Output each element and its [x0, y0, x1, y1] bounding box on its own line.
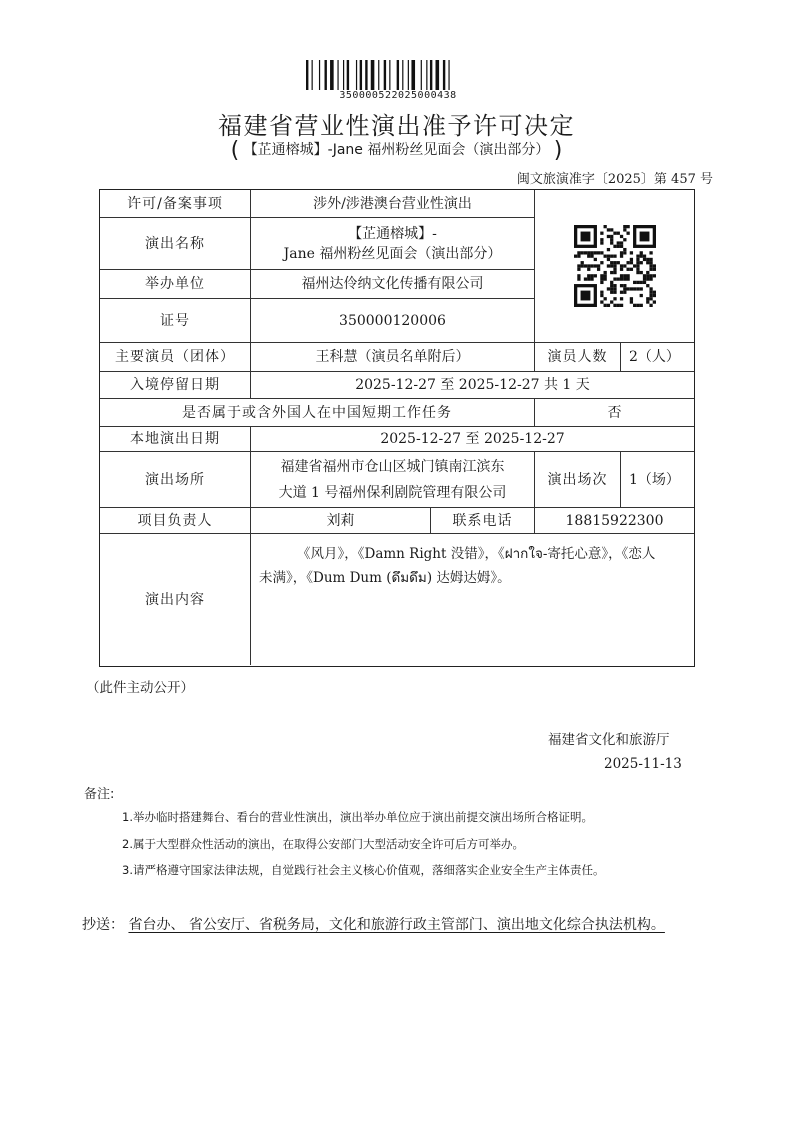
- qr-module: [623, 284, 626, 287]
- qr-module: [639, 232, 649, 242]
- qr-module: [606, 258, 609, 261]
- qr-module: [636, 264, 639, 267]
- qr-module: [587, 255, 590, 258]
- qr-module: [639, 271, 642, 274]
- venue-line1: 福建省福州市仓山区城门镇南江滨东: [280, 458, 505, 475]
- note-item-3: 3.请严格遵守国家法律法规，自觉践行社会主义核心价值观，落细落实企业安全生产主体责任。: [122, 863, 605, 877]
- cc-list: 省台办、 省公安厅、省税务局，文化和旅游行政主管部门、演出地文化综合执法机构。: [128, 917, 665, 933]
- qr-module: [610, 228, 613, 231]
- qr-module: [610, 238, 613, 241]
- notes-title: 备注:: [84, 787, 115, 802]
- barcode-bar: [378, 60, 379, 90]
- barcode-bar: [448, 60, 449, 90]
- barcode-bar: [411, 60, 415, 90]
- qr-module: [587, 268, 590, 271]
- qr-module: [590, 274, 593, 277]
- subtitle-paren-close: ): [553, 138, 563, 163]
- qr-module: [633, 264, 636, 267]
- qr-module: [593, 264, 596, 267]
- barcode-bar: [430, 60, 432, 90]
- qr-module: [603, 271, 606, 274]
- qr-module: [590, 255, 593, 258]
- barcode-bar: [426, 60, 427, 90]
- stay-value: 2025-12-27 至 2025-12-27 共 1 天: [251, 372, 694, 399]
- document-subtitle: [0, 138, 793, 163]
- qr-module: [616, 232, 619, 235]
- qr-module: [606, 304, 609, 307]
- barcode-bar: [402, 60, 403, 90]
- qr-module: [652, 274, 655, 277]
- qr-module: [606, 248, 609, 251]
- qr-module: [613, 245, 616, 248]
- cert-value: 350000120006: [251, 299, 535, 343]
- qr-module: [623, 228, 626, 231]
- qr-module: [636, 271, 639, 274]
- qr-module: [616, 241, 619, 244]
- qr-module: [639, 294, 642, 297]
- qr-module: [629, 251, 632, 254]
- qr-module: [636, 287, 639, 290]
- qr-module: [606, 287, 609, 290]
- qr-module: [610, 255, 613, 258]
- qr-module: [587, 277, 590, 280]
- content-line2: 未满》，《Dum Dum (ดึมดึม) 达姆达姆》。: [259, 570, 511, 586]
- qr-module: [610, 264, 613, 267]
- qr-module: [619, 241, 622, 244]
- qr-module: [619, 297, 622, 300]
- cc-label: 抄送：: [82, 917, 124, 933]
- qr-module: [610, 241, 613, 244]
- qr-module: [646, 274, 649, 277]
- qr-module: [623, 274, 626, 277]
- qr-module: [649, 264, 652, 267]
- qr-module: [600, 251, 603, 254]
- qr-module: [603, 225, 606, 228]
- qr-module: [613, 271, 616, 274]
- qr-module: [623, 287, 626, 290]
- qr-module: [600, 241, 603, 244]
- qr-module: [623, 264, 626, 267]
- qr-module: [610, 281, 613, 284]
- qr-module: [636, 281, 639, 284]
- qr-module: [610, 300, 613, 303]
- qr-module: [636, 304, 639, 307]
- qr-module: [646, 271, 649, 274]
- content-value: [251, 534, 694, 665]
- qr-module: [600, 232, 603, 235]
- venue-line2: 大道 1 号福州保利剧院管理有限公司: [278, 484, 507, 501]
- qr-module: [629, 258, 632, 261]
- performer-count-value: 2（人）: [621, 343, 694, 372]
- barcode-bar: [365, 60, 367, 90]
- qr-module: [606, 264, 609, 267]
- qr-module: [600, 238, 603, 241]
- cc-section: [82, 913, 722, 937]
- qr-module: [577, 274, 580, 277]
- qr-module: [629, 268, 632, 271]
- qr-module: [574, 255, 577, 258]
- qr-module: [613, 232, 616, 235]
- note-item-2: 2.属于大型群众性活动的演出，在取得公安部门大型活动安全许可后方可举办。: [122, 837, 524, 851]
- qr-module: [587, 264, 590, 267]
- qr-module: [652, 294, 655, 297]
- qr-module: [636, 268, 639, 271]
- subtitle-text: 【芷通榕城】-Jane 福州粉丝见面会（演出部分）: [243, 142, 550, 158]
- qr-module: [649, 304, 652, 307]
- qr-module: [636, 258, 639, 261]
- qr-module: [649, 291, 652, 294]
- qr-module: [613, 255, 616, 258]
- qr-module: [639, 281, 642, 284]
- qr-module: [626, 274, 629, 277]
- show-name-value: [251, 218, 535, 270]
- qr-module: [629, 261, 632, 264]
- barcode-bar: [384, 60, 386, 90]
- qr-module: [652, 268, 655, 271]
- qr-module: [613, 284, 616, 287]
- qr-module: [649, 251, 652, 254]
- qr-module: [619, 277, 622, 280]
- qr-module: [587, 251, 590, 254]
- qr-module: [613, 277, 616, 280]
- qr-module: [623, 277, 626, 280]
- local-date-label: 本地演出日期: [100, 427, 251, 452]
- qr-module: [600, 291, 603, 294]
- organizer-value: 福州达伶纳文化传播有限公司: [251, 270, 535, 299]
- sessions-value: 1（场）: [621, 452, 694, 508]
- qr-module: [623, 251, 626, 254]
- issue-date: 2025-11-13: [604, 756, 682, 772]
- qr-module: [629, 297, 632, 300]
- qr-module: [619, 264, 622, 267]
- qr-module: [600, 261, 603, 264]
- qr-module: [636, 255, 639, 258]
- organizer-label: 举办单位: [100, 270, 251, 299]
- qr-module: [619, 284, 622, 287]
- qr-module: [652, 264, 655, 267]
- qr-module: [603, 255, 606, 258]
- barcode-bar: [325, 60, 327, 90]
- qr-module: [619, 268, 622, 271]
- qr-module: [577, 255, 580, 258]
- qr-module: [613, 268, 616, 271]
- qr-module: [610, 261, 613, 264]
- barcode-number: 350000522025000438: [339, 90, 457, 101]
- qr-module: [649, 274, 652, 277]
- stay-label: 入境停留日期: [100, 372, 251, 399]
- qr-module: [603, 277, 606, 280]
- manager-value: 刘莉: [251, 508, 431, 534]
- cert-label: 证号: [100, 299, 251, 343]
- foreign-answer: 否: [535, 399, 694, 427]
- barcode-bar: [397, 60, 399, 90]
- qr-module: [646, 300, 649, 303]
- qr-module: [596, 268, 599, 271]
- qr-module: [629, 300, 632, 303]
- barcode-bar: [330, 60, 334, 90]
- barcode-bar: [436, 60, 440, 90]
- barcode-bar: [312, 60, 313, 90]
- barcode-bar: [360, 60, 362, 90]
- qr-module: [606, 235, 609, 238]
- qr-module: [593, 251, 596, 254]
- qr-module: [633, 281, 636, 284]
- content-label: 演出内容: [100, 534, 251, 665]
- qr-module: [600, 294, 603, 297]
- performer-value: 王科慧（演员名单附后）: [251, 343, 535, 372]
- barcode-bar: [421, 60, 422, 90]
- sessions-label: 演出场次: [535, 452, 621, 508]
- qr-module: [577, 268, 580, 271]
- qr-module: [619, 274, 622, 277]
- qr-module: [619, 235, 622, 238]
- qr-module: [610, 235, 613, 238]
- qr-module: [593, 258, 596, 261]
- qr-module: [646, 284, 649, 287]
- qr-module: [593, 274, 596, 277]
- issuer: 福建省文化和旅游厅: [548, 732, 670, 748]
- foreign-question: 是否属于或含外国人在中国短期工作任务: [100, 399, 535, 427]
- qr-module: [616, 245, 619, 248]
- qr-code-cell: [535, 190, 694, 343]
- qr-module: [610, 284, 613, 287]
- public-note: （此件主动公开）: [86, 680, 194, 696]
- qr-module: [606, 255, 609, 258]
- qr-module: [603, 297, 606, 300]
- qr-module: [626, 261, 629, 264]
- qr-module: [646, 297, 649, 300]
- barcode-bar: [371, 60, 375, 90]
- show-name-line1: 【芷通榕城】-: [348, 225, 437, 242]
- qr-module: [633, 287, 636, 290]
- performer-count-label: 演员人数: [535, 343, 621, 372]
- qr-module: [626, 232, 629, 235]
- qr-module: [616, 261, 619, 264]
- qr-module: [580, 291, 590, 301]
- show-name-line2: Jane 福州粉丝见面会（演出部分）: [283, 245, 502, 262]
- qr-module: [600, 274, 603, 277]
- qr-module: [580, 232, 590, 242]
- qr-module: [639, 304, 642, 307]
- qr-module: [623, 225, 626, 228]
- qr-module: [613, 261, 616, 264]
- permit-table: [99, 189, 695, 667]
- qr-module: [646, 261, 649, 264]
- performer-label: 主要演员（团体）: [100, 343, 251, 372]
- qr-module: [603, 274, 606, 277]
- qr-module: [613, 291, 616, 294]
- qr-module: [603, 304, 606, 307]
- qr-module: [590, 264, 593, 267]
- qr-module: [613, 297, 616, 300]
- barcode-bar: [408, 60, 409, 90]
- qr-module: [619, 291, 622, 294]
- qr-module: [619, 255, 622, 258]
- qr-module: [626, 268, 629, 271]
- qr-module: [600, 277, 603, 280]
- qr-module: [649, 258, 652, 261]
- qr-module: [610, 287, 613, 290]
- qr-module: [649, 294, 652, 297]
- qr-code: [574, 225, 656, 307]
- qr-module: [642, 255, 645, 258]
- qr-module: [649, 277, 652, 280]
- qr-module: [629, 287, 632, 290]
- qr-module: [623, 291, 626, 294]
- qr-module: [606, 228, 609, 231]
- qr-module: [646, 277, 649, 280]
- qr-module: [577, 251, 580, 254]
- qr-module: [600, 281, 603, 284]
- qr-module: [649, 287, 652, 290]
- venue-label: 演出场所: [100, 452, 251, 508]
- qr-module: [613, 264, 616, 267]
- qr-module: [610, 271, 613, 274]
- phone-label: 联系电话: [431, 508, 535, 534]
- qr-module: [580, 264, 583, 267]
- qr-module: [642, 274, 645, 277]
- qr-module: [642, 277, 645, 280]
- manager-label: 项目负责人: [100, 508, 251, 534]
- barcode-bar: [306, 60, 308, 90]
- qr-module: [619, 251, 622, 254]
- note-item-1: 1.举办临时搭建舞台、看台的营业性演出，演出举办单位应于演出前提交演出场所合格证明。: [122, 810, 593, 824]
- qr-module: [636, 261, 639, 264]
- qr-module: [619, 304, 622, 307]
- qr-module: [652, 291, 655, 294]
- qr-module: [639, 251, 642, 254]
- qr-module: [587, 274, 590, 277]
- qr-module: [596, 264, 599, 267]
- qr-module: [596, 251, 599, 254]
- qr-module: [642, 258, 645, 261]
- venue-value: [251, 452, 535, 508]
- qr-module: [649, 268, 652, 271]
- qr-module: [590, 277, 593, 280]
- qr-module: [623, 248, 626, 251]
- qr-module: [639, 261, 642, 264]
- show-name-label: 演出名称: [100, 218, 251, 270]
- qr-module: [652, 300, 655, 303]
- qr-module: [590, 251, 593, 254]
- barcode-bar: [389, 60, 390, 90]
- qr-module: [626, 287, 629, 290]
- qr-module: [613, 287, 616, 290]
- qr-module: [633, 304, 636, 307]
- qr-module: [613, 304, 616, 307]
- phone-value: 18815922300: [535, 508, 694, 534]
- subtitle-paren-open: (: [230, 138, 240, 163]
- qr-module: [580, 251, 583, 254]
- document-number: 闽文旅演准字〔2025〕第 457 号: [516, 172, 713, 187]
- qr-module: [600, 300, 603, 303]
- qr-module: [649, 297, 652, 300]
- qr-module: [639, 287, 642, 290]
- qr-module: [610, 291, 613, 294]
- barcode-bar: [347, 60, 349, 90]
- qr-module: [626, 277, 629, 280]
- barcode-bar: [443, 60, 445, 90]
- qr-module: [649, 261, 652, 264]
- item-value: 涉外/涉港澳台营业性演出: [251, 190, 535, 218]
- qr-module: [642, 281, 645, 284]
- qr-module: [623, 238, 626, 241]
- local-date-value: 2025-12-27 至 2025-12-27: [251, 427, 694, 452]
- qr-module: [646, 258, 649, 261]
- qr-module: [616, 304, 619, 307]
- content-line1: 《风月》，《Damn Right 没错》，《ฝากใจ-寄托心意》，《恋人: [297, 546, 656, 562]
- barcode: [306, 60, 490, 90]
- barcode-bar: [319, 60, 320, 90]
- qr-module: [616, 277, 619, 280]
- qr-module: [580, 261, 583, 264]
- qr-module: [583, 277, 586, 280]
- qr-module: [639, 255, 642, 258]
- qr-module: [577, 264, 580, 267]
- barcode-bar: [337, 60, 338, 90]
- qr-module: [577, 277, 580, 280]
- barcode-bar: [343, 60, 344, 90]
- document-title: 福建省营业性演出准予许可决定: [218, 112, 575, 140]
- barcode-bar: [356, 60, 357, 90]
- qr-module: [583, 264, 586, 267]
- item-label: 许可/备案事项: [100, 190, 251, 218]
- qr-module: [626, 225, 629, 228]
- qr-module: [619, 245, 622, 248]
- qr-module: [583, 251, 586, 254]
